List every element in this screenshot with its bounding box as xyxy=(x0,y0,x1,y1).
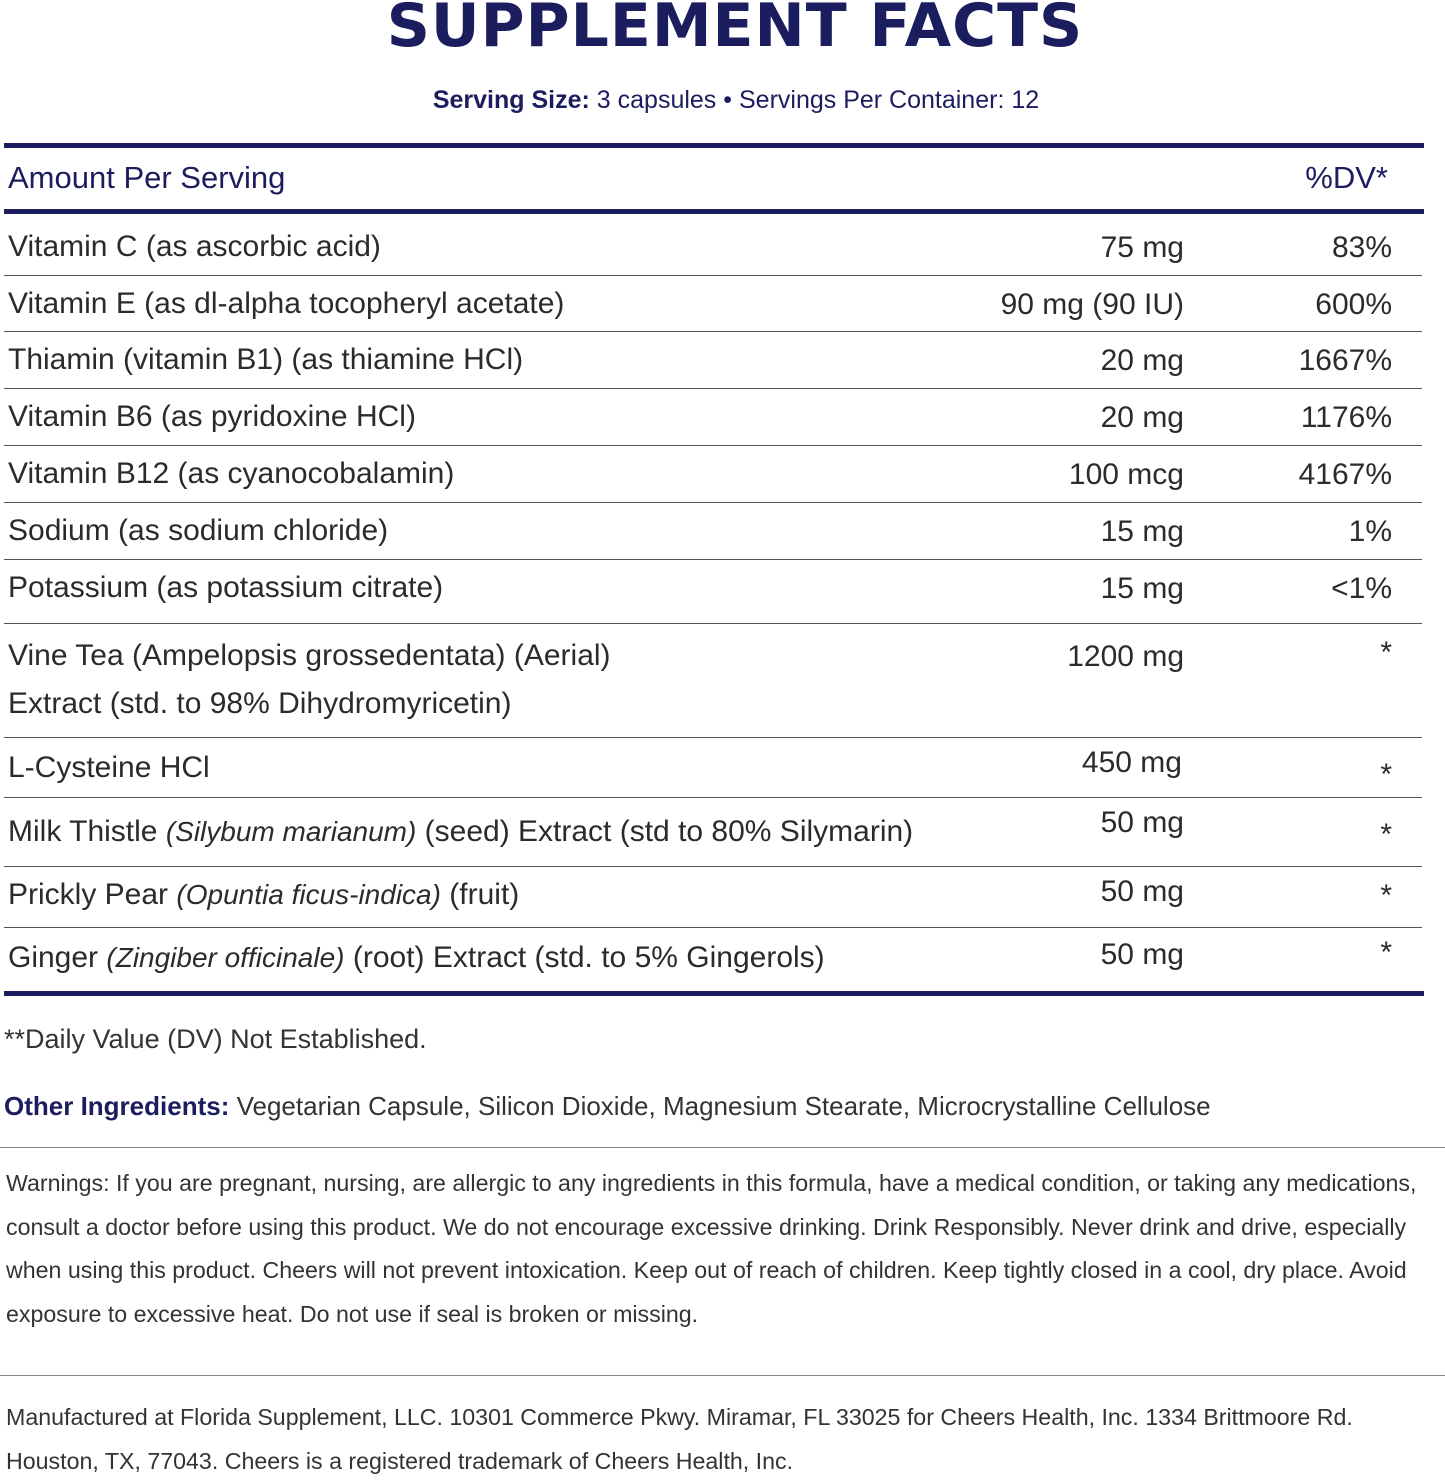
nutrient-name: Vitamin E (as dl-alpha tocopheryl acetate) xyxy=(8,287,565,320)
dv-heading: %DV* xyxy=(1305,160,1388,195)
nutrient-table xyxy=(4,219,1422,1000)
nutrient-name: Vitamin B12 (as cyanocobalamin) xyxy=(8,457,455,490)
nutrient-amount: 100 mcg xyxy=(1068,458,1184,491)
nutrient-dv: 1% xyxy=(1348,515,1392,548)
page-title: SUPPLEMENT FACTS xyxy=(386,0,1084,61)
nutrient-dv: 4167% xyxy=(1298,458,1392,491)
header-top-rule xyxy=(4,143,1424,148)
nutrient-name-line-2: Extract (std. to 98% Dihydromyricetin) xyxy=(8,687,512,720)
nutrient-amount: 20 mg xyxy=(1100,344,1184,377)
table-row xyxy=(4,219,1422,276)
nutrient-name xyxy=(8,934,1048,982)
nutrient-amount: 20 mg xyxy=(1100,401,1184,434)
nutrient-dv: 600% xyxy=(1315,288,1392,321)
nutrient-name-detail: (fruit) xyxy=(449,878,520,911)
nutrient-dv: * xyxy=(1380,879,1392,912)
nutrient-dv: * xyxy=(1380,636,1392,669)
nutrient-dv: 1176% xyxy=(1300,401,1392,434)
table-row xyxy=(4,446,1422,503)
table-bottom-rule xyxy=(4,991,1424,996)
table-row xyxy=(4,389,1422,446)
table-row xyxy=(4,867,1422,928)
nutrient-name-detail: (seed) Extract (std to 80% Silymarin) xyxy=(424,815,914,848)
nutrient-dv: * xyxy=(1380,818,1392,851)
serving-separator: • xyxy=(723,86,733,114)
nutrient-amount: 75 mg xyxy=(1100,231,1184,264)
nutrient-amount: 450 mg xyxy=(1081,746,1182,779)
nutrient-name-latin: (Opuntia ficus-indica) xyxy=(176,879,441,910)
other-ingredients-label: Other Ingredients: xyxy=(4,1091,230,1121)
nutrient-name-main: Milk Thistle xyxy=(8,815,158,848)
nutrient-name-detail: (root) Extract (std. to 5% Gingerols) xyxy=(352,941,825,974)
serving-size-value: 3 capsules xyxy=(596,86,717,114)
nutrient-name xyxy=(8,808,1048,856)
nutrient-name-latin: (Zingiber officinale) xyxy=(106,942,345,973)
nutrient-dv: <1% xyxy=(1331,572,1392,605)
nutrient-amount: 1200 mg xyxy=(1067,640,1184,673)
nutrient-name-line-1: Vine Tea (Ampelopsis grossedentata) (Aerial) xyxy=(8,639,611,672)
divider xyxy=(0,1147,1445,1148)
manufacturer-text: Manufactured at Florida Supplement, LLC. 10301 Commerce Pkwy. Miramar, FL 33025 for Cheers Health, Inc. 1334 Brittmoore Rd. Houston, TX, 77043. Cheers is a registered trademark of Cheers Health, Inc. xyxy=(6,1404,1353,1474)
nutrient-amount: 90 mg (90 IU) xyxy=(1000,288,1184,321)
nutrient-name-latin: (Silybum marianum) xyxy=(165,816,417,847)
nutrient-dv: * xyxy=(1380,936,1392,969)
table-row xyxy=(4,928,1422,1000)
nutrient-name: Thiamin (vitamin B1) (as thiamine HCl) xyxy=(8,343,524,376)
table-row xyxy=(4,624,1422,738)
dv-footnote: **Daily Value (DV) Not Established. xyxy=(4,1024,427,1054)
header-bottom-rule xyxy=(4,209,1424,214)
nutrient-name: Potassium (as potassium citrate) xyxy=(8,571,444,604)
table-row xyxy=(4,276,1422,332)
table-row xyxy=(4,503,1422,560)
nutrient-amount: 15 mg xyxy=(1100,572,1184,605)
nutrient-name: Sodium (as sodium chloride) xyxy=(8,514,389,547)
servings-per-container-label: Servings Per Container: xyxy=(738,86,1005,114)
nutrient-name-main: Prickly Pear xyxy=(8,878,169,911)
serving-info xyxy=(0,84,1445,116)
other-ingredients xyxy=(4,1091,1211,1122)
nutrient-name-main: Ginger xyxy=(8,941,99,974)
serving-size-label: Serving Size: xyxy=(432,86,590,114)
other-ingredients-value: Vegetarian Capsule, Silicon Dioxide, Magnesium Stearate, Microcrystalline Cellulose xyxy=(236,1091,1211,1121)
table-row xyxy=(4,738,1422,798)
table-header xyxy=(8,158,1388,202)
nutrient-name: L-Cysteine HCl xyxy=(8,751,210,784)
nutrient-name: Vitamin B6 (as pyridoxine HCl) xyxy=(8,400,416,433)
table-row xyxy=(4,560,1422,624)
amount-per-serving-heading: Amount Per Serving xyxy=(8,160,286,195)
nutrient-amount: 50 mg xyxy=(1100,938,1184,971)
nutrient-dv: 1667% xyxy=(1298,344,1392,377)
divider xyxy=(0,1375,1445,1376)
nutrient-name: Vitamin C (as ascorbic acid) xyxy=(8,230,381,263)
nutrient-dv: 83% xyxy=(1331,231,1392,264)
nutrient-dv: * xyxy=(1380,758,1392,791)
nutrient-amount: 50 mg xyxy=(1100,875,1184,908)
nutrient-name xyxy=(8,632,1048,728)
nutrient-amount: 15 mg xyxy=(1100,515,1184,548)
warnings-text: Warnings: If you are pregnant, nursing, are allergic to any ingredients in this formula, have a medical condition, or taking any medications, consult a doctor before using this product. We do not encourage excessive drinking. Drink Responsibly. Never drink and drive, especially when using this product. Cheers will not prevent intoxication. Keep out of reach of children. Keep tightly closed in a cool, dry place. Avoid exposure to excessive heat. Do not use if seal is broken or missing. xyxy=(6,1170,1417,1327)
nutrient-name xyxy=(8,871,1048,919)
table-row xyxy=(4,332,1422,389)
servings-per-container-value: 12 xyxy=(1011,86,1040,114)
nutrient-amount: 50 mg xyxy=(1100,806,1184,839)
table-row xyxy=(4,798,1422,867)
